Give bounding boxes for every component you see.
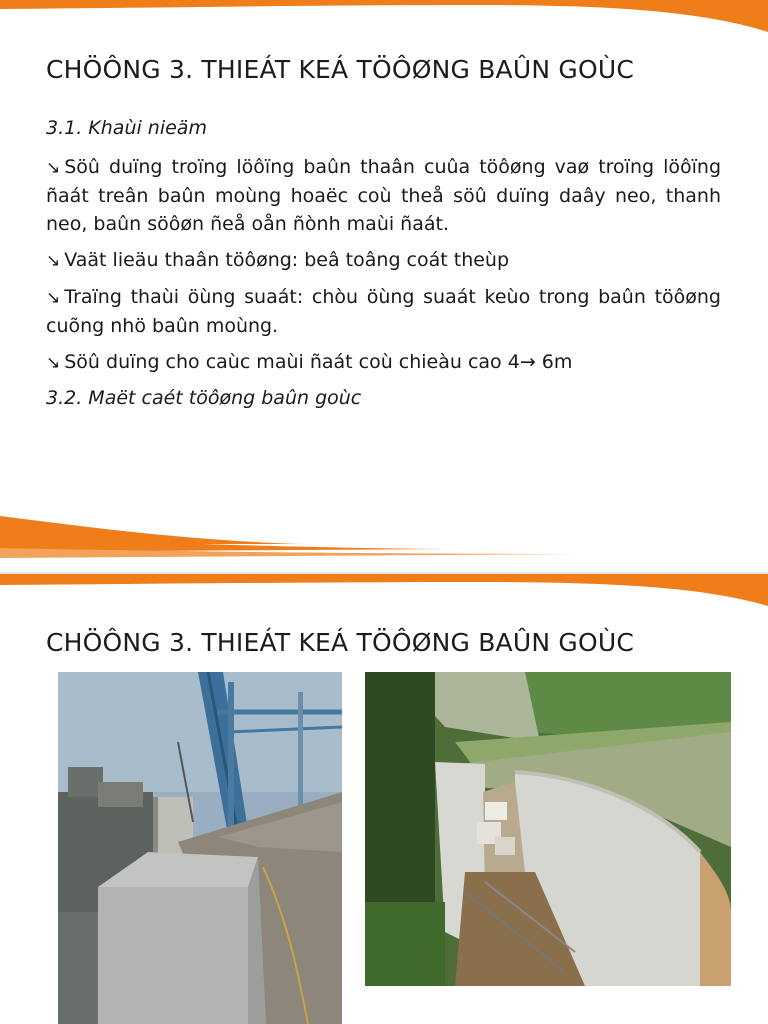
bullet-text: Vaät lieäu thaân töôøng: beâ toâng coát theùp xyxy=(64,249,510,271)
bullet-item xyxy=(46,153,721,238)
arrow-bullet-icon: ↘ xyxy=(46,251,61,271)
slide-title: CHÖÔNG 3. THIEÁT KEÁ TÖÔØNG BAÛN GOÙC xyxy=(46,55,635,84)
section-heading-cross-section: 3.2. Maët caét töôøng baûn goùc xyxy=(46,387,362,409)
arrow-bullet-icon: ↘ xyxy=(46,288,61,308)
bullet-text: Söû duïng troïng löôïng baûn thaân cuûa töôøng vaø troïng löôïng ñaát treân baûn moùng hoaëc coù theå söû duïng daây neo, thanh neo, baûn söôøn ñeå oån ñònh maùi ñaát. xyxy=(46,156,721,235)
section-heading-concept: 3.1. Khaùi nieäm xyxy=(46,117,207,139)
arrow-bullet-icon: ↘ xyxy=(46,158,61,178)
top-orange-swoosh xyxy=(0,574,768,606)
bullet-item xyxy=(46,246,721,275)
photo-retaining-wall-railway xyxy=(58,672,342,1024)
slide-2 xyxy=(0,574,768,1024)
arrow-bullet-icon: ↘ xyxy=(46,353,61,373)
slide-content xyxy=(46,115,721,423)
top-orange-swoosh xyxy=(0,0,768,32)
slide-title: CHÖÔNG 3. THIEÁT KEÁ TÖÔØNG BAÛN GOÙC xyxy=(46,628,635,657)
photo-curved-retaining-wall xyxy=(365,672,731,986)
bullet-item xyxy=(46,283,721,340)
bullet-text: Söû duïng cho caùc maùi ñaát coù chieàu cao 4→ 6m xyxy=(64,351,573,373)
bullet-item xyxy=(46,348,721,377)
bullet-text: Traïng thaùi öùng suaát: chòu öùng suaát keùo trong baûn töôøng cuõng nhö baûn moùng. xyxy=(46,286,721,337)
bottom-orange-swoosh xyxy=(0,500,768,572)
